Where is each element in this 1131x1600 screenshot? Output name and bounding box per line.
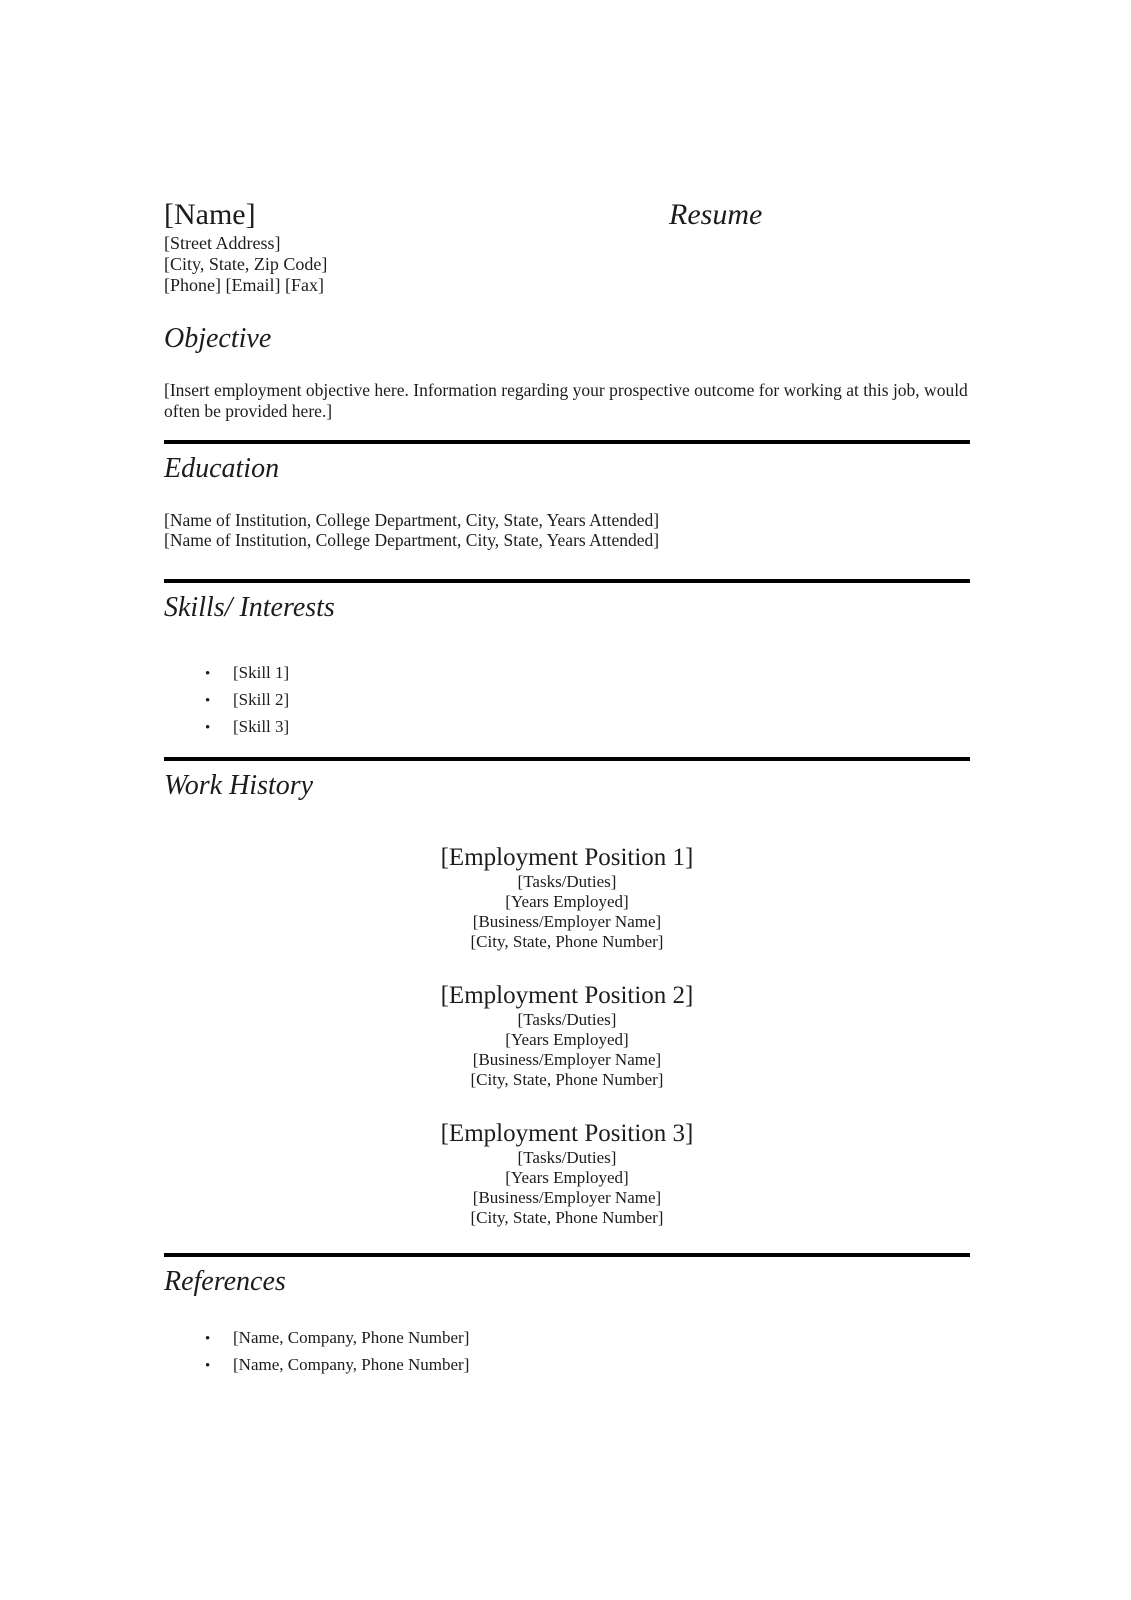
skill-item-label: [Skill 1] bbox=[233, 663, 290, 682]
bullet-icon: • bbox=[205, 1331, 211, 1347]
employer-name-line: [Business/Employer Name] bbox=[472, 912, 662, 931]
years-employed-line: [Years Employed] bbox=[505, 1030, 629, 1049]
tasks-duties-line: [Tasks/Duties] bbox=[517, 872, 617, 891]
city-state-zip-line: [City, State, Zip Code] bbox=[164, 254, 328, 274]
list-item bbox=[164, 687, 970, 714]
section-divider bbox=[164, 440, 970, 444]
list-item bbox=[164, 714, 970, 741]
bullet-icon: • bbox=[205, 693, 211, 709]
document-title: Resume bbox=[669, 198, 763, 231]
section-divider bbox=[164, 579, 970, 583]
skills-list bbox=[164, 660, 970, 741]
city-state-phone-line: [City, State, Phone Number] bbox=[470, 932, 664, 951]
section-heading-education: Education bbox=[164, 453, 280, 484]
skill-item-label: [Skill 3] bbox=[233, 717, 290, 736]
education-entries bbox=[164, 510, 970, 550]
years-employed-line: [Years Employed] bbox=[505, 892, 629, 911]
section-heading-skills: Skills/ Interests bbox=[164, 592, 335, 623]
bullet-icon: • bbox=[205, 1358, 211, 1374]
city-state-phone-line: [City, State, Phone Number] bbox=[470, 1070, 664, 1089]
employment-position-title: [Employment Position 3] bbox=[440, 1120, 694, 1147]
section-heading-references: References bbox=[164, 1266, 286, 1297]
employment-position-block bbox=[164, 1119, 970, 1228]
bullet-icon: • bbox=[205, 666, 211, 682]
employment-position-title: [Employment Position 2] bbox=[440, 982, 694, 1009]
document-body bbox=[164, 196, 970, 1379]
name-placeholder: [Name] bbox=[164, 198, 256, 231]
section-heading-work-history: Work History bbox=[164, 770, 314, 801]
employment-position-block bbox=[164, 843, 970, 952]
years-employed-line: [Years Employed] bbox=[505, 1168, 629, 1187]
section-divider bbox=[164, 1253, 970, 1257]
section-heading-objective: Objective bbox=[164, 323, 272, 354]
skill-item-label: [Skill 2] bbox=[233, 690, 290, 709]
objective-text: [Insert employment objective here. Information regarding your prospective outcome for working at this job, would often be provided here.] bbox=[164, 380, 968, 421]
employer-name-line: [Business/Employer Name] bbox=[472, 1050, 662, 1069]
city-state-phone-line: [City, State, Phone Number] bbox=[470, 1208, 664, 1227]
tasks-duties-line: [Tasks/Duties] bbox=[517, 1148, 617, 1167]
list-item bbox=[164, 660, 970, 687]
employment-position-block bbox=[164, 981, 970, 1090]
employer-name-line: [Business/Employer Name] bbox=[472, 1188, 662, 1207]
header bbox=[164, 196, 970, 296]
tasks-duties-line: [Tasks/Duties] bbox=[517, 1010, 617, 1029]
bullet-icon: • bbox=[205, 720, 211, 736]
employment-position-title: [Employment Position 1] bbox=[440, 844, 694, 871]
reference-item-label: [Name, Company, Phone Number] bbox=[233, 1328, 470, 1347]
list-item bbox=[164, 1325, 970, 1352]
phone-email-fax-line: [Phone] [Email] [Fax] bbox=[164, 275, 324, 295]
section-divider bbox=[164, 757, 970, 761]
education-entry: [Name of Institution, College Department, City, State, Years Attended] bbox=[164, 510, 660, 530]
education-entry: [Name of Institution, College Department, City, State, Years Attended] bbox=[164, 530, 660, 550]
references-list bbox=[164, 1325, 970, 1379]
list-item bbox=[164, 1352, 970, 1379]
reference-item-label: [Name, Company, Phone Number] bbox=[233, 1355, 470, 1374]
street-address-line: [Street Address] bbox=[164, 233, 281, 253]
